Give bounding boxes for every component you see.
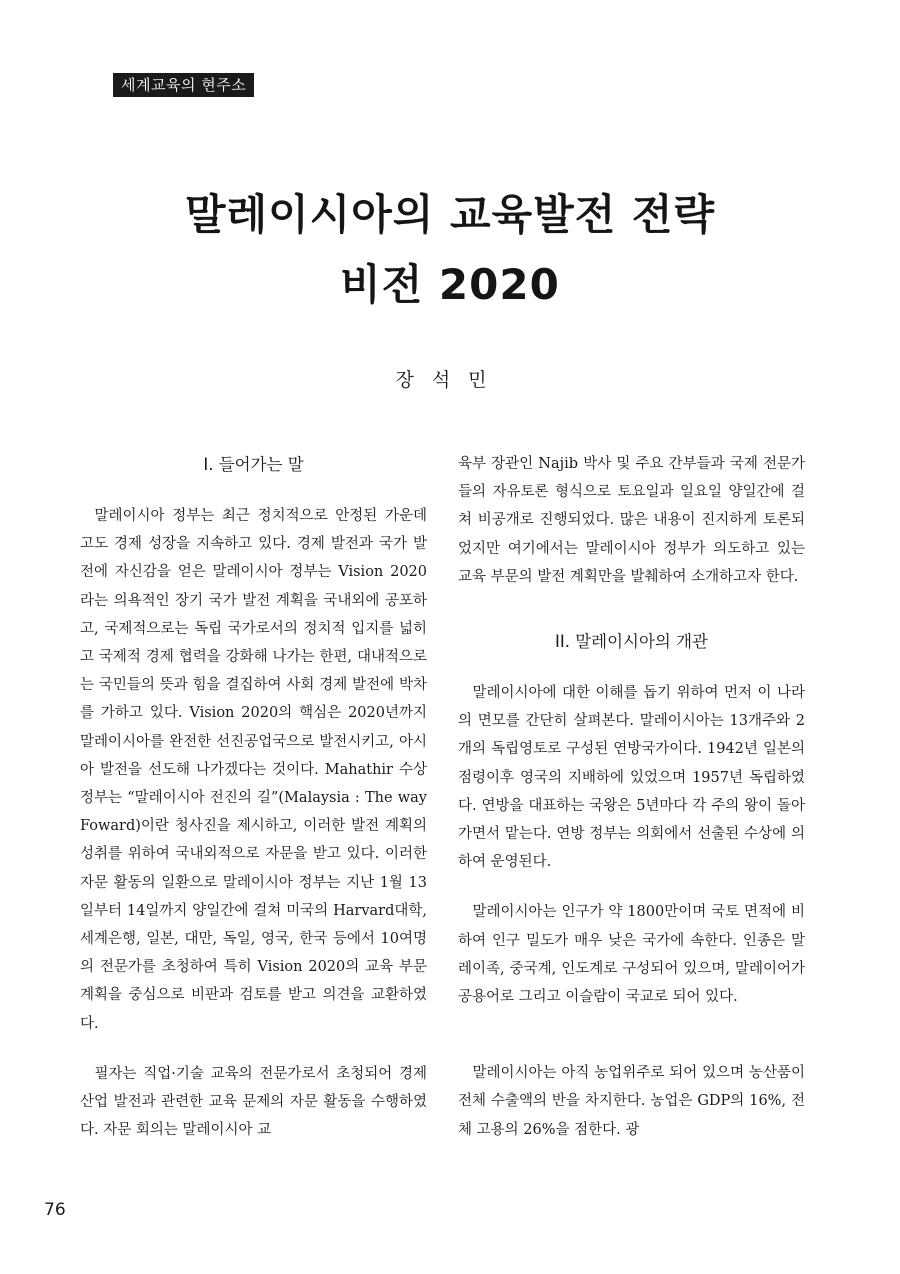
section-heading-2: II. 말레이시아의 개관 [555,632,708,652]
page-number: 76 [44,1200,66,1220]
paragraph: 말레이시아는 아직 농업위주로 되어 있으며 농산품이 전체 수출액의 반을 차지한다. 농업은 GDP의 16%, 전체 고용의 26%을 점한다. 광 [458,1065,805,1138]
title-line-1: 말레이시아의 교육발전 전략 [184,190,716,239]
paragraph: 말레이시아 정부는 최근 정치적으로 안정된 가운데 고도 경제 성장을 지속하고 있다. 경제 발전과 국가 발전에 자신감을 얻은 말레이시아 정부는 Vision 2020라는 의욕적인 장기 국가 발전 계획을 국내외에 공포하고, 국제적으로는 독립 국가로서의 정치적 입지를 넓히고 국제적 경제 협력을 강화해 나가는 한편, 대내적으로는 국민들의 뜻과 힘을 결집하여 사회 경제 발전에 박차를 가하고 있다. Vision 2020의 핵심은 2020년까지 말레이시아를 완전한 선진공업국으로 발전시키고, 아시아 발전을 선도해 나가겠다는 것이다. Mahathir 수상 정부는 “말레이시아 전진의 길”(Malaysia : The way Foward)이란 청사진을 제시하고, 이러한 발전 계획의 성취를 위하여 국내외적으로 자문을 받고 있다. 이러한 자문 활동의 일환으로 말레이시아 정부는 지난 1월 13일부터 14일까지 양일간에 걸쳐 미국의 Harvard대학, 세계은행, 일본, 대만, 독일, 영국, 한국 등에서 10여명의 전문가를 초청하여 특히 Vision 2020의 교육 부문 계획을 중심으로 비판과 검토를 받고 의견을 교환하였다. [80,508,427,1032]
right-column [458,450,805,1144]
paragraph-continued: 육부 장관인 Najib 박사 및 주요 간부들과 국제 전문가들의 자유토론 형식으로 토요일과 일요일 양일간에 걸쳐 비공개로 진행되었다. 많은 내용이 진지하게 토론되었지만 여기에서는 말레이시아 정부가 의도하고 있는 교육 부문의 발전 계획만을 발췌하여 소개하고자 한다. [458,456,805,585]
paragraph: 필자는 직업·기술 교육의 전문가로서 초청되어 경제 산업 발전과 관련한 교육 문제의 자문 활동을 수행하였다. 자문 회의는 말레이시아 교 [80,1065,427,1139]
paragraph: 말레이시아는 인구가 약 1800만이며 국토 면적에 비하여 인구 밀도가 매우 낮은 국가에 속한다. 인종은 말레이족, 중국계, 인도계로 구성되어 있으며, 말레이어가 공용어로 그리고 이슬람이 국교로 되어 있다. [458,904,805,1006]
section-tag: 세계교육의 현주소 [113,73,254,97]
title-line-2: 비전 2020 [340,260,560,309]
article-title [0,180,900,320]
author-name: 장석민 [395,369,505,391]
section-heading-1: I. 들어가는 말 [203,455,304,474]
left-column [80,450,427,1144]
paragraph: 말레이시아에 대한 이해를 돕기 위하여 먼저 이 나라의 면모를 간단히 살펴본다. 말레이시아는 13개주와 2개의 독립영토로 구성된 연방국가이다. 1942년 일본의 점령이후 영국의 지배하에 있었으며 1957년 독립하였다. 연방을 대표하는 국왕은 5년마다 각 주의 왕이 돌아가면서 맡는다. 연방 정부는 의회에서 선출된 수상에 의하여 운영된다. [458,685,805,871]
